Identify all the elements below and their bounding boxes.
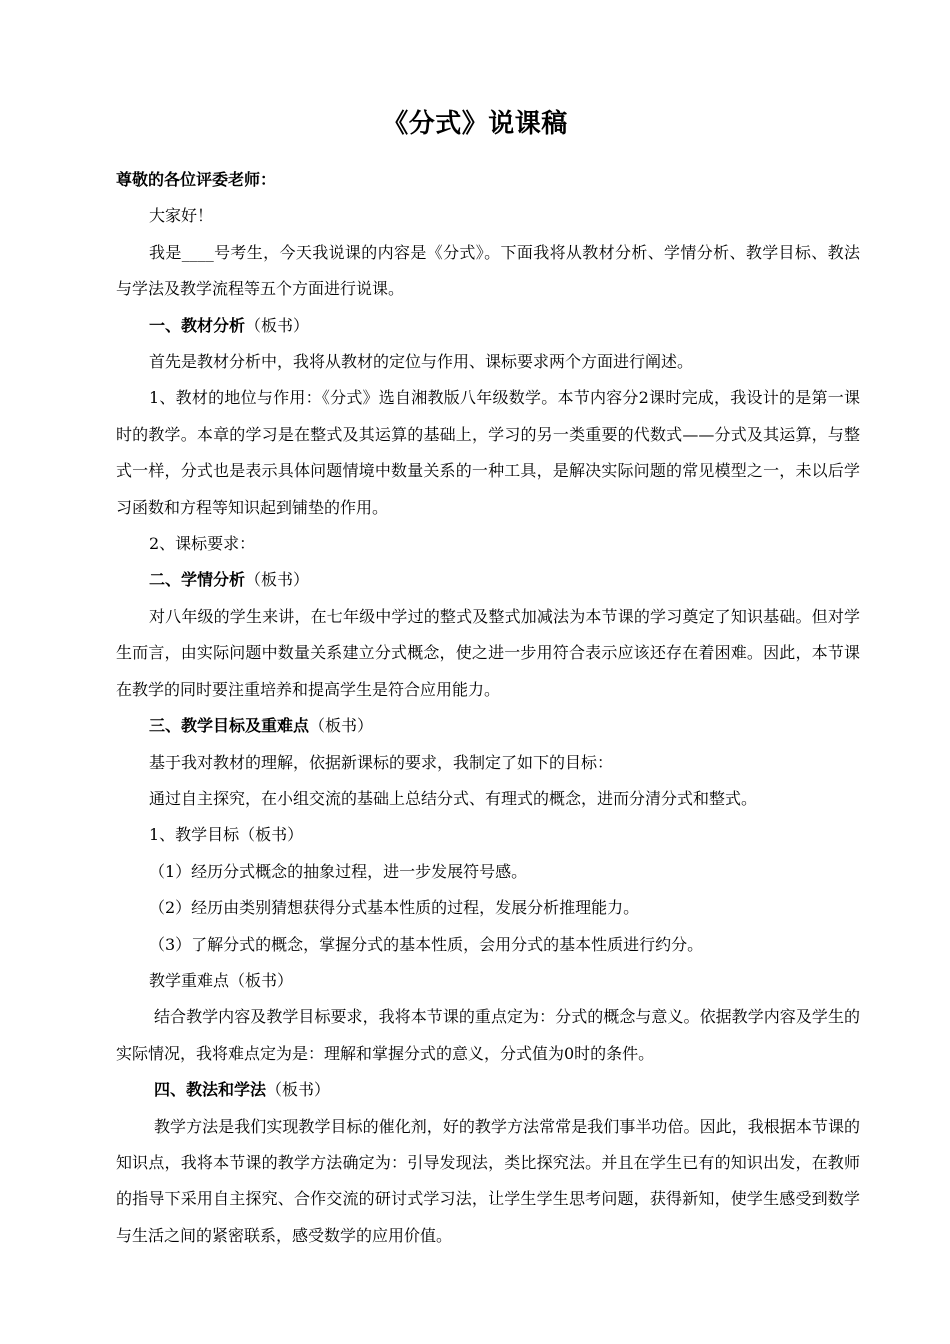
section-title: 二、学情分析 (149, 570, 246, 590)
section-title: 三、教学目标及重难点 (149, 716, 310, 736)
paragraph: 对八年级的学生来讲，在七年级中学过的整式及整式加减法为本节课的学习奠定了知识基础。但对学生而言，由实际问题中数量关系建立分式概念，使之进一步用符合表示应该还存在着困难。因此，本节课在教学的同时要注重培养和提高学生是符合应用能力。 (116, 606, 860, 699)
section-note: （板书） (266, 1080, 331, 1100)
salutation: 尊敬的各位评委老师： (116, 170, 277, 189)
section-note: （板书） (245, 315, 310, 335)
section-heading-1 (116, 308, 860, 344)
section-heading-2 (116, 562, 860, 598)
list-item: （1）经历分式概念的抽象过程，进一步发展符号感。 (149, 861, 528, 881)
paragraph: 基于我对教材的理解，依据新课标的要求，我制定了如下的目标： (149, 752, 614, 772)
paragraph: 教学重难点（板书） (149, 970, 294, 990)
document-title: 《分式》说课稿 (382, 109, 568, 139)
section-note: （板书） (245, 570, 310, 590)
greeting: 大家好！ (149, 206, 214, 226)
paragraph: 1、教材的地位与作用：《分式》选自湘教版八年级数学。本节内容分2课时完成，我设计的是第一课时的教学。本章的学习是在整式及其运算的基础上，学习的另一类重要的代数式——分式及其运算，与整式一样，分式也是表示具体问题情境中数量关系的一种工具，是解决实际问题的常见模型之一，未以后学习函数和方程等知识起到铺垫的作用。 (116, 388, 860, 517)
section-title: 一、教材分析 (149, 315, 246, 335)
section-heading-4 (116, 1072, 860, 1108)
section-heading-3 (116, 708, 860, 744)
paragraph: 通过自主探究，在小组交流的基础上总结分式、有理式的概念，进而分清分式和整式。 (149, 788, 758, 808)
list-item: （2）经历由类别猜想获得分式基本性质的过程，发展分析推理能力。 (149, 898, 640, 918)
paragraph: 教学方法是我们实现教学目标的催化剂，好的教学方法常常是我们事半功倍。因此，我根据本节课的知识点，我将本节课的教学方法确定为：引导发现法，类比探究法。并且在学生已有的知识出发，在教师的指导下采用自主探究、合作交流的研讨式学习法，让学生学生思考问题，获得新知，使学生感受到数学与生活之间的紧密联系，感受数学的应用价值。 (116, 1116, 860, 1245)
paragraph: 1、教学目标（板书） (149, 825, 304, 845)
list-item: （3）了解分式的概念，掌握分式的基本性质，会用分式的基本性质进行约分。 (149, 934, 704, 954)
section-title: 四、教法和学法 (154, 1080, 267, 1100)
document-body (116, 162, 860, 1254)
paragraph: 2、课标要求： (149, 534, 256, 554)
paragraph: 结合教学内容及教学目标要求，我将本节课的重点定为：分式的概念与意义。依据教学内容及学生的实际情况，我将难点定为是：理解和掌握分式的意义，分式值为0时的条件。 (116, 1007, 860, 1063)
intro-paragraph: 我是____号考生，今天我说课的内容是《分式》。下面我将从教材分析、学情分析、教学目标、教法与学法及教学流程等五个方面进行说课。 (116, 242, 860, 299)
paragraph: 首先是教材分析中，我将从教材的定位与作用、课标要求两个方面进行阐述。 (149, 352, 694, 372)
section-note: （板书） (309, 716, 374, 736)
